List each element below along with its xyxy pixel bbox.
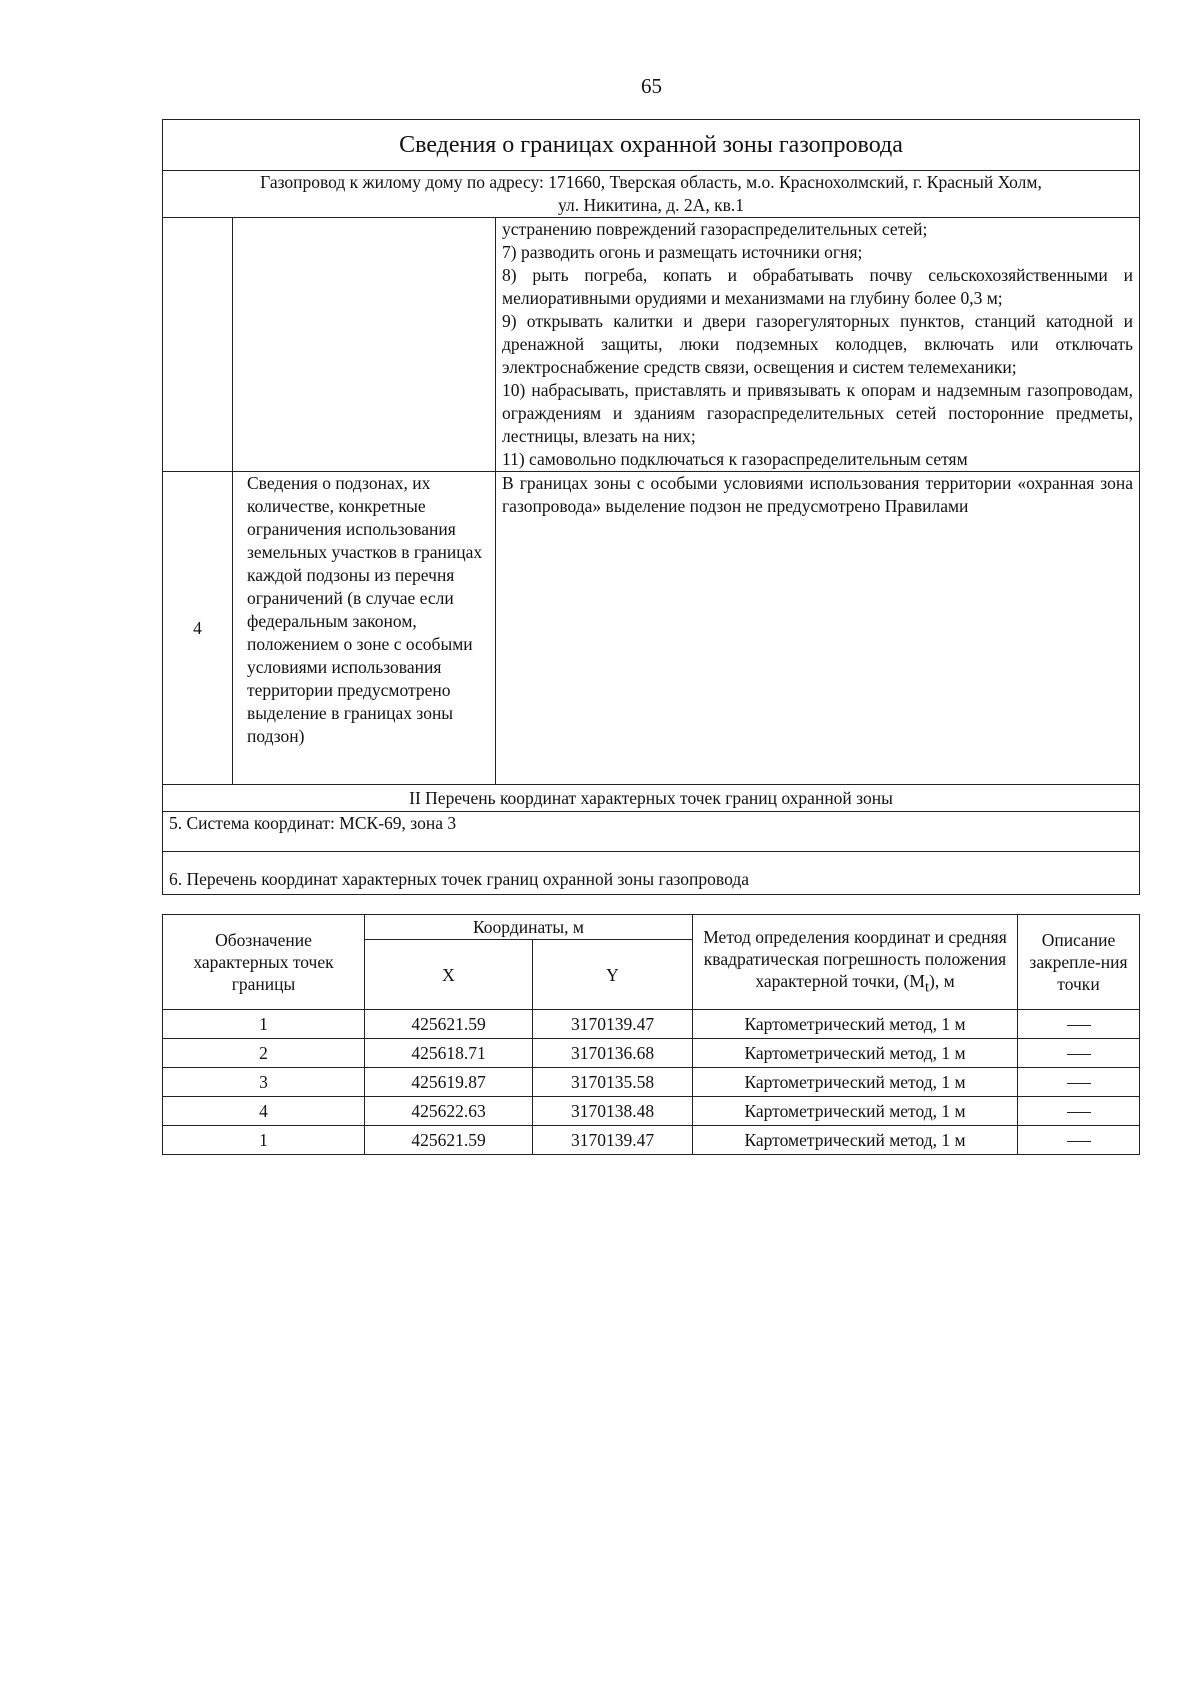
cell-x: 425621.59 bbox=[365, 1010, 533, 1039]
cell-description bbox=[1018, 1039, 1140, 1068]
cell-y: 3170139.47 bbox=[533, 1010, 693, 1039]
coordinate-system: 5. Система координат: МСК-69, зона 3 bbox=[163, 812, 1140, 852]
restriction-item: 9) открывать калитки и двери газорегуляторных пунктов, станций катодной и дренажной защиты, люки подземных колодцев, включать или отключать электроснабжение средств связи, освещения и систем телемеханики; bbox=[502, 311, 1134, 377]
dash-mark bbox=[1067, 1083, 1091, 1084]
restriction-item: 7) разводить огонь и размещать источники огня; bbox=[502, 242, 863, 262]
cell-point: 4 bbox=[163, 1097, 365, 1126]
dash-mark bbox=[1067, 1141, 1091, 1142]
cell-y: 3170136.68 bbox=[533, 1039, 693, 1068]
header-point: Обозначение характерных точек границы bbox=[163, 915, 365, 1010]
section-2-header: II Перечень координат характерных точек границ охранной зоны bbox=[163, 785, 1140, 812]
cell-method: Картометрический метод, 1 м bbox=[693, 1068, 1018, 1097]
cell-point: 1 bbox=[163, 1010, 365, 1039]
restrictions-list bbox=[496, 218, 1140, 472]
table-row bbox=[163, 1039, 1140, 1068]
coordinates-table bbox=[162, 914, 1140, 1155]
cell-y: 3170135.58 bbox=[533, 1068, 693, 1097]
dash-mark bbox=[1067, 1025, 1091, 1026]
restriction-item: 8) рыть погреба, копать и обрабатывать почву сельскохозяйственными и мелиоративными орудиями и механизмами на глубину более 0,3 м; bbox=[502, 265, 1134, 308]
restrictions-row bbox=[163, 218, 1140, 472]
subzones-value: В границах зоны с особыми условиями использования территории «охранная зона газопровода» выделение подзон не предусмотрено Правилами bbox=[496, 472, 1140, 785]
object-address bbox=[163, 171, 1140, 218]
dash-mark bbox=[1067, 1054, 1091, 1055]
subzones-row bbox=[163, 472, 1140, 785]
header-method-text: Метод определения координат и средняя квадратическая погрешность положения характерной точки, (M bbox=[703, 926, 1007, 991]
row-number: 4 bbox=[163, 472, 233, 785]
row-number bbox=[163, 218, 233, 472]
header-method bbox=[693, 915, 1018, 1010]
cell-description bbox=[1018, 1068, 1140, 1097]
header-description: Описание закрепле-ния точки bbox=[1018, 915, 1140, 1010]
zone-info-table bbox=[162, 119, 1140, 895]
cell-x: 425618.71 bbox=[365, 1039, 533, 1068]
header-method-sub: t bbox=[924, 979, 930, 996]
cell-x: 425622.63 bbox=[365, 1097, 533, 1126]
table-row bbox=[163, 1010, 1140, 1039]
restrictions-label bbox=[233, 218, 496, 472]
cell-method: Картометрический метод, 1 м bbox=[693, 1039, 1018, 1068]
table-row bbox=[163, 1097, 1140, 1126]
document-title: Сведения о границах охранной зоны газопровода bbox=[163, 120, 1140, 171]
cell-description bbox=[1018, 1126, 1140, 1155]
cell-x: 425621.59 bbox=[365, 1126, 533, 1155]
header-method-unit: ), м bbox=[929, 970, 955, 991]
restriction-item: устранению повреждений газораспределительных сетей; bbox=[502, 219, 928, 239]
table-row bbox=[163, 1126, 1140, 1155]
address-line-2: ул. Никитина, д. 2А, кв.1 bbox=[558, 195, 744, 215]
dash-mark bbox=[1067, 1112, 1091, 1113]
cell-x: 425619.87 bbox=[365, 1068, 533, 1097]
page-number: 65 bbox=[641, 74, 662, 98]
restriction-item: 10) набрасывать, приставлять и привязывать к опорам и надземным газопроводам, ограждениям и зданиям газораспределительных сетей посторонние предметы, лестницы, влезать на них; bbox=[502, 380, 1134, 446]
cell-method: Картометрический метод, 1 м bbox=[693, 1010, 1018, 1039]
table-row bbox=[163, 1068, 1140, 1097]
restriction-item: 11) самовольно подключаться к газораспределительным сетям bbox=[502, 449, 968, 469]
cell-y: 3170138.48 bbox=[533, 1097, 693, 1126]
cell-method: Картометрический метод, 1 м bbox=[693, 1097, 1018, 1126]
subzones-label: Сведения о подзонах, их количестве, конкретные ограничения использования земельных участков в границах каждой подзоны из перечня ограничений (в случае если федеральным законом, положением о зоне с особыми условиями использования территории предусмотрено выделение в границах зоны подзон) bbox=[233, 472, 496, 785]
address-line-1: Газопровод к жилому дому по адресу: 171660, Тверская область, м.о. Краснохолмский, г. Красный Холм, bbox=[260, 172, 1042, 192]
cell-point: 3 bbox=[163, 1068, 365, 1097]
cell-description bbox=[1018, 1010, 1140, 1039]
header-x: X bbox=[365, 940, 533, 1010]
cell-y: 3170139.47 bbox=[533, 1126, 693, 1155]
header-y: Y bbox=[533, 940, 693, 1010]
coordinate-list-title: 6. Перечень координат характерных точек границ охранной зоны газопровода bbox=[163, 852, 1140, 895]
cell-method: Картометрический метод, 1 м bbox=[693, 1126, 1018, 1155]
header-coordinates: Координаты, м bbox=[365, 915, 693, 940]
cell-point: 1 bbox=[163, 1126, 365, 1155]
cell-point: 2 bbox=[163, 1039, 365, 1068]
cell-description bbox=[1018, 1097, 1140, 1126]
